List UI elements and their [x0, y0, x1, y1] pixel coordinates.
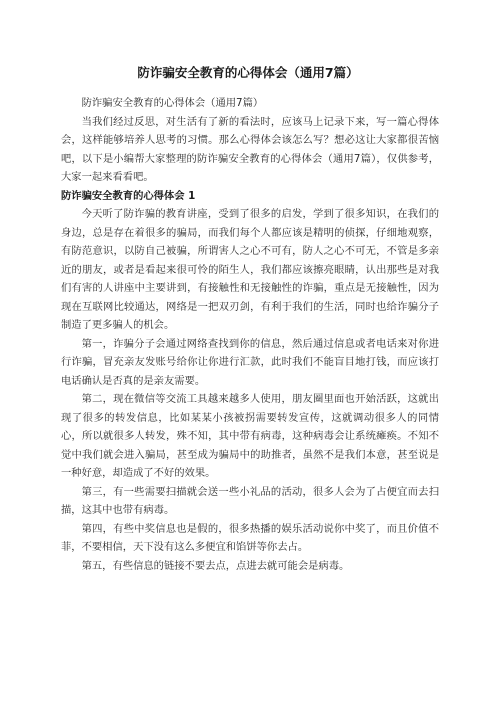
- body-paragraph: 今天听了防诈骗的教育讲座，受到了很多的启发，学到了很多知识，在我们的身边，总是存在着很多的骗局，而我们每个人都应该是精明的侦探，仔细地观察，有防范意识，以防自己被骗，所谓害人之心不可有，防人之心不可无，不管是多亲近的朋友，或者是看起来很可怜的陌生人，我们都应该擦亮眼睛，认出那些是对我们有害的人讲座中主要讲到，有接触性和无接触性的诈骗，重点是无接触性，因为现在互联网比较通达，网络是一把双刃剑，有利于我们的生活，同时也给诈骗分子制造了更多骗人的机会。: [61, 208, 439, 331]
- section-heading: 防诈骗安全教育的心得体会 1: [61, 189, 196, 202]
- body-paragraph: 第三，有一些需要扫描就会送一些小礼品的活动，很多人会为了占便宜而去扫描，这其中也带有病毒。: [61, 485, 439, 516]
- body-paragraph: 第二，现在微信等交流工具越来越多人使用，朋友圈里面也开始活跃，这就出现了很多的转发信息，比如某某小孩被拐需要转发宣传，这就调动很多人的同情心，所以就很多人转发，殊不知，其中带有病毒，这种病毒会让系统瘫痪。不知不觉中我们就会进入骗局，甚至成为骗局中的助推者，虽然不是我们本意，甚至说是一种好意，却造成了不好的效果。: [61, 393, 439, 479]
- body-paragraph: 第五，有些信息的链接不要去点，点进去就可能会是病毒。: [81, 559, 350, 572]
- document-subtitle: 防诈骗安全教育的心得体会（通用7篇）: [81, 97, 264, 109]
- document-title: 防诈骗安全教育的心得体会（通用7篇）: [137, 65, 359, 80]
- body-paragraph: 第一，诈骗分子会通过网络查找到你的信息，然后通过信息或者电话来对你进行诈骗，冒充亲友发账号给你让你进行汇款，此时我们不能盲目地打钱，而应该打电话确认是否真的是亲友需要。: [61, 337, 439, 387]
- intro-paragraph: 当我们经过反思，对生活有了新的看法时，应该马上记录下来，写一篇心得体会，这样能够培养人思考的习惯。那么心得体会该怎么写？想必这让大家都很苦恼吧，以下是小编帮大家整理的防诈骗安全教育的心得体会（通用7篇），仅供参考，大家一起来看看吧。: [61, 115, 439, 183]
- document-body: [61, 94, 439, 575]
- body-paragraph: 第四，有些中奖信息也是假的，很多热播的娱乐活动说你中奖了，而且价值不菲，不要相信，天下没有这么多便宜和馅饼等你去占。: [61, 522, 439, 553]
